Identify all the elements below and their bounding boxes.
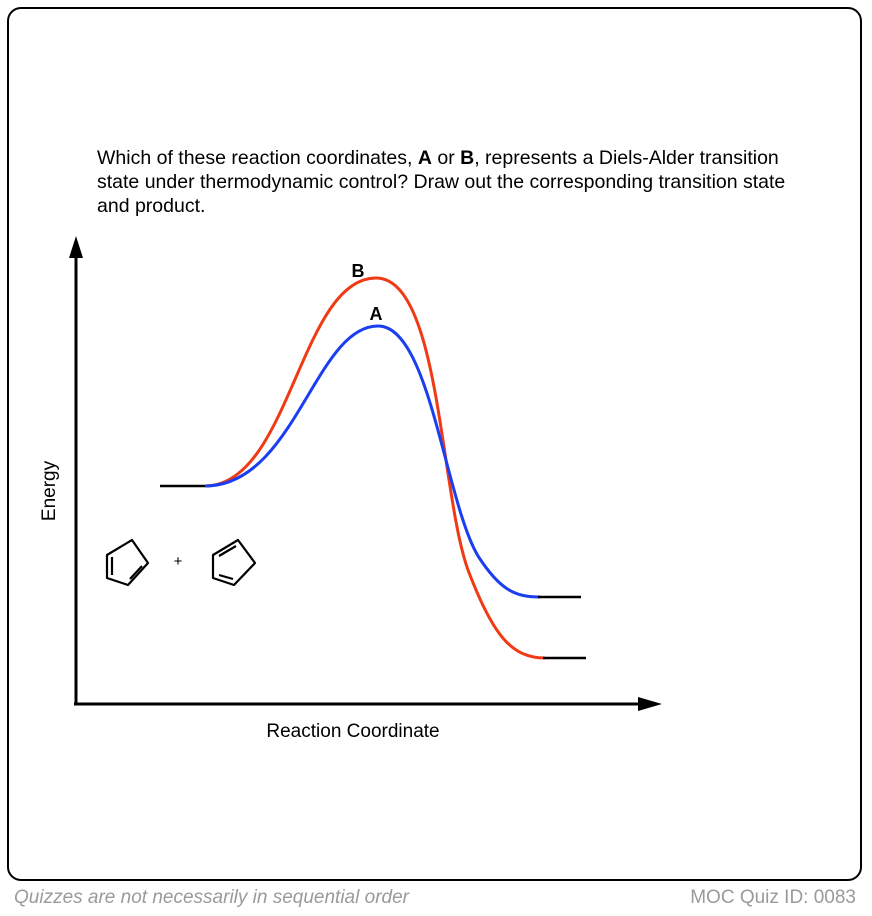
plus-sign: + [173, 553, 183, 570]
curve-a [205, 326, 540, 597]
question-part-3: , represents a Diels-Alder transition state under thermodynamic control? Draw out the corresponding transition state and product. [97, 147, 786, 217]
question-part-1: Which of these reaction coordinates, [97, 147, 418, 169]
curve-b [205, 278, 545, 658]
question-part-2: or [431, 147, 461, 169]
x-axis-label: Reaction Coordinate [266, 721, 440, 742]
cyclopentadiene-1-structure [107, 540, 148, 585]
cyclopentadiene-2-structure [213, 540, 255, 585]
curve-b-label: B [351, 261, 365, 281]
y-axis-label: Energy [39, 460, 60, 522]
y-axis-arrowhead [69, 236, 83, 258]
curve-a-label: A [369, 304, 383, 324]
x-axis-arrowhead [638, 697, 662, 711]
footer-note: Quizzes are not necessarily in sequential order [14, 887, 409, 908]
question-label-b: B [460, 147, 475, 169]
question-label-a: A [417, 147, 432, 169]
quiz-id: MOC Quiz ID: 0083 [690, 887, 856, 908]
